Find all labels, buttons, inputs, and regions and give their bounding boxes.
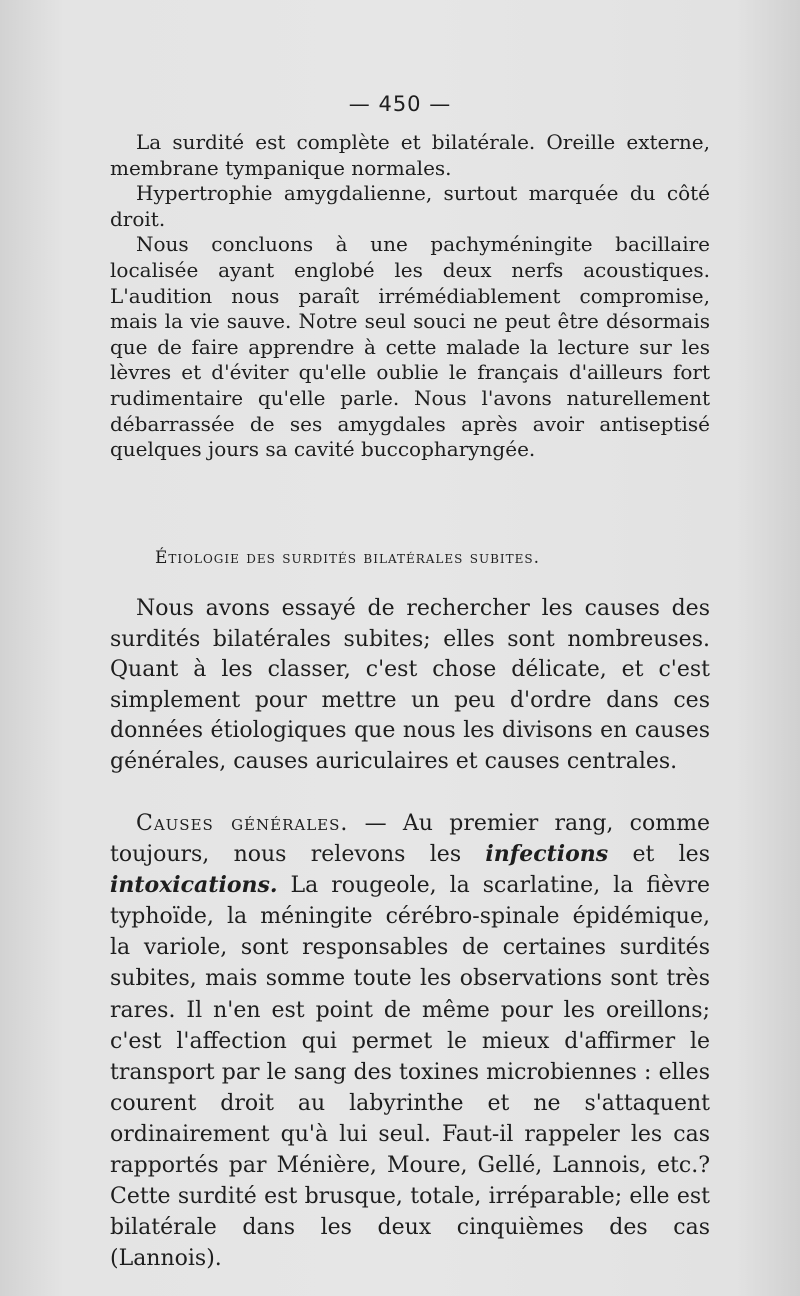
emphasis-intoxications: intoxications. — [110, 872, 278, 899]
paragraph-etiology-intro: Nous avons essayé de rechercher les causes des surdités bilatérales subites; elles sont nombreuses. Quant à les classer, c'est chose délicate, et c'est simplement pour mettre un peu d'ordre dans ces données étiologiques que nous les divisons en causes générales, causes auriculaires et causes centrales. — [110, 596, 710, 774]
section-heading: Étiologie des surdités bilatérales subites. — [155, 548, 541, 568]
etiology-intro-block — [110, 594, 710, 778]
case-conclusion-block — [110, 130, 710, 463]
page-number: — 450 — — [348, 92, 452, 116]
paragraph-surdite: La surdité est complète et bilatérale. Oreille externe, membrane tympanique normales. — [110, 130, 710, 180]
paragraph-conclusion: Nous concluons à une pachyméningite bacillaire localisée ayant englobé les deux nerfs acoustiques. L'audition nous paraît irrémédiablement compromise, mais la vie sauve. Notre seul souci ne peut être désormais que de faire apprendre à cette malade la lecture sur les lèvres et d'éviter qu'elle oublie le français d'ailleurs fort rudimentaire qu'elle parle. Nous l'avons naturellement débarrassée de ses amygdales après avoir antiseptisé quelques jours sa cavité buccopharyngée. — [110, 232, 710, 462]
text-span-b: et les — [608, 842, 710, 868]
subsection-label: Causes générales. — [136, 811, 349, 836]
emphasis-infections: infections — [485, 841, 609, 868]
paragraph-hypertrophie: Hypertrophie amygdalienne, surtout marquée du côté droit. — [110, 181, 710, 231]
text-span-a: — Au premier rang, comme toujours, nous relevons les — [110, 811, 710, 868]
text-span-c: La rougeole, la scarlatine, la fièvre typhoïde, la méningite cérébro-spinale épidémique, la variole, sont responsables de certaines surdités subites, mais somme toute les observations sont très rares. Il n'en est point de même pour les oreillons; c'est l'affection qui permet le mieux d'affirmer le transport par le sang des toxines microbiennes : elles courent droit au labyrinthe et ne s'attaquent ordinairement qu'à lui seul. Faut-il rappeler les cas rapportés par Ménière, Moure, Gellé, Lannois, etc.? Cette surdité est brusque, totale, irréparable; elle est bilatérale dans les deux cinquièmes des cas (Lannois). — [110, 873, 710, 1272]
paragraph-causes-generales — [110, 808, 710, 1274]
causes-generales-block — [110, 808, 710, 1274]
